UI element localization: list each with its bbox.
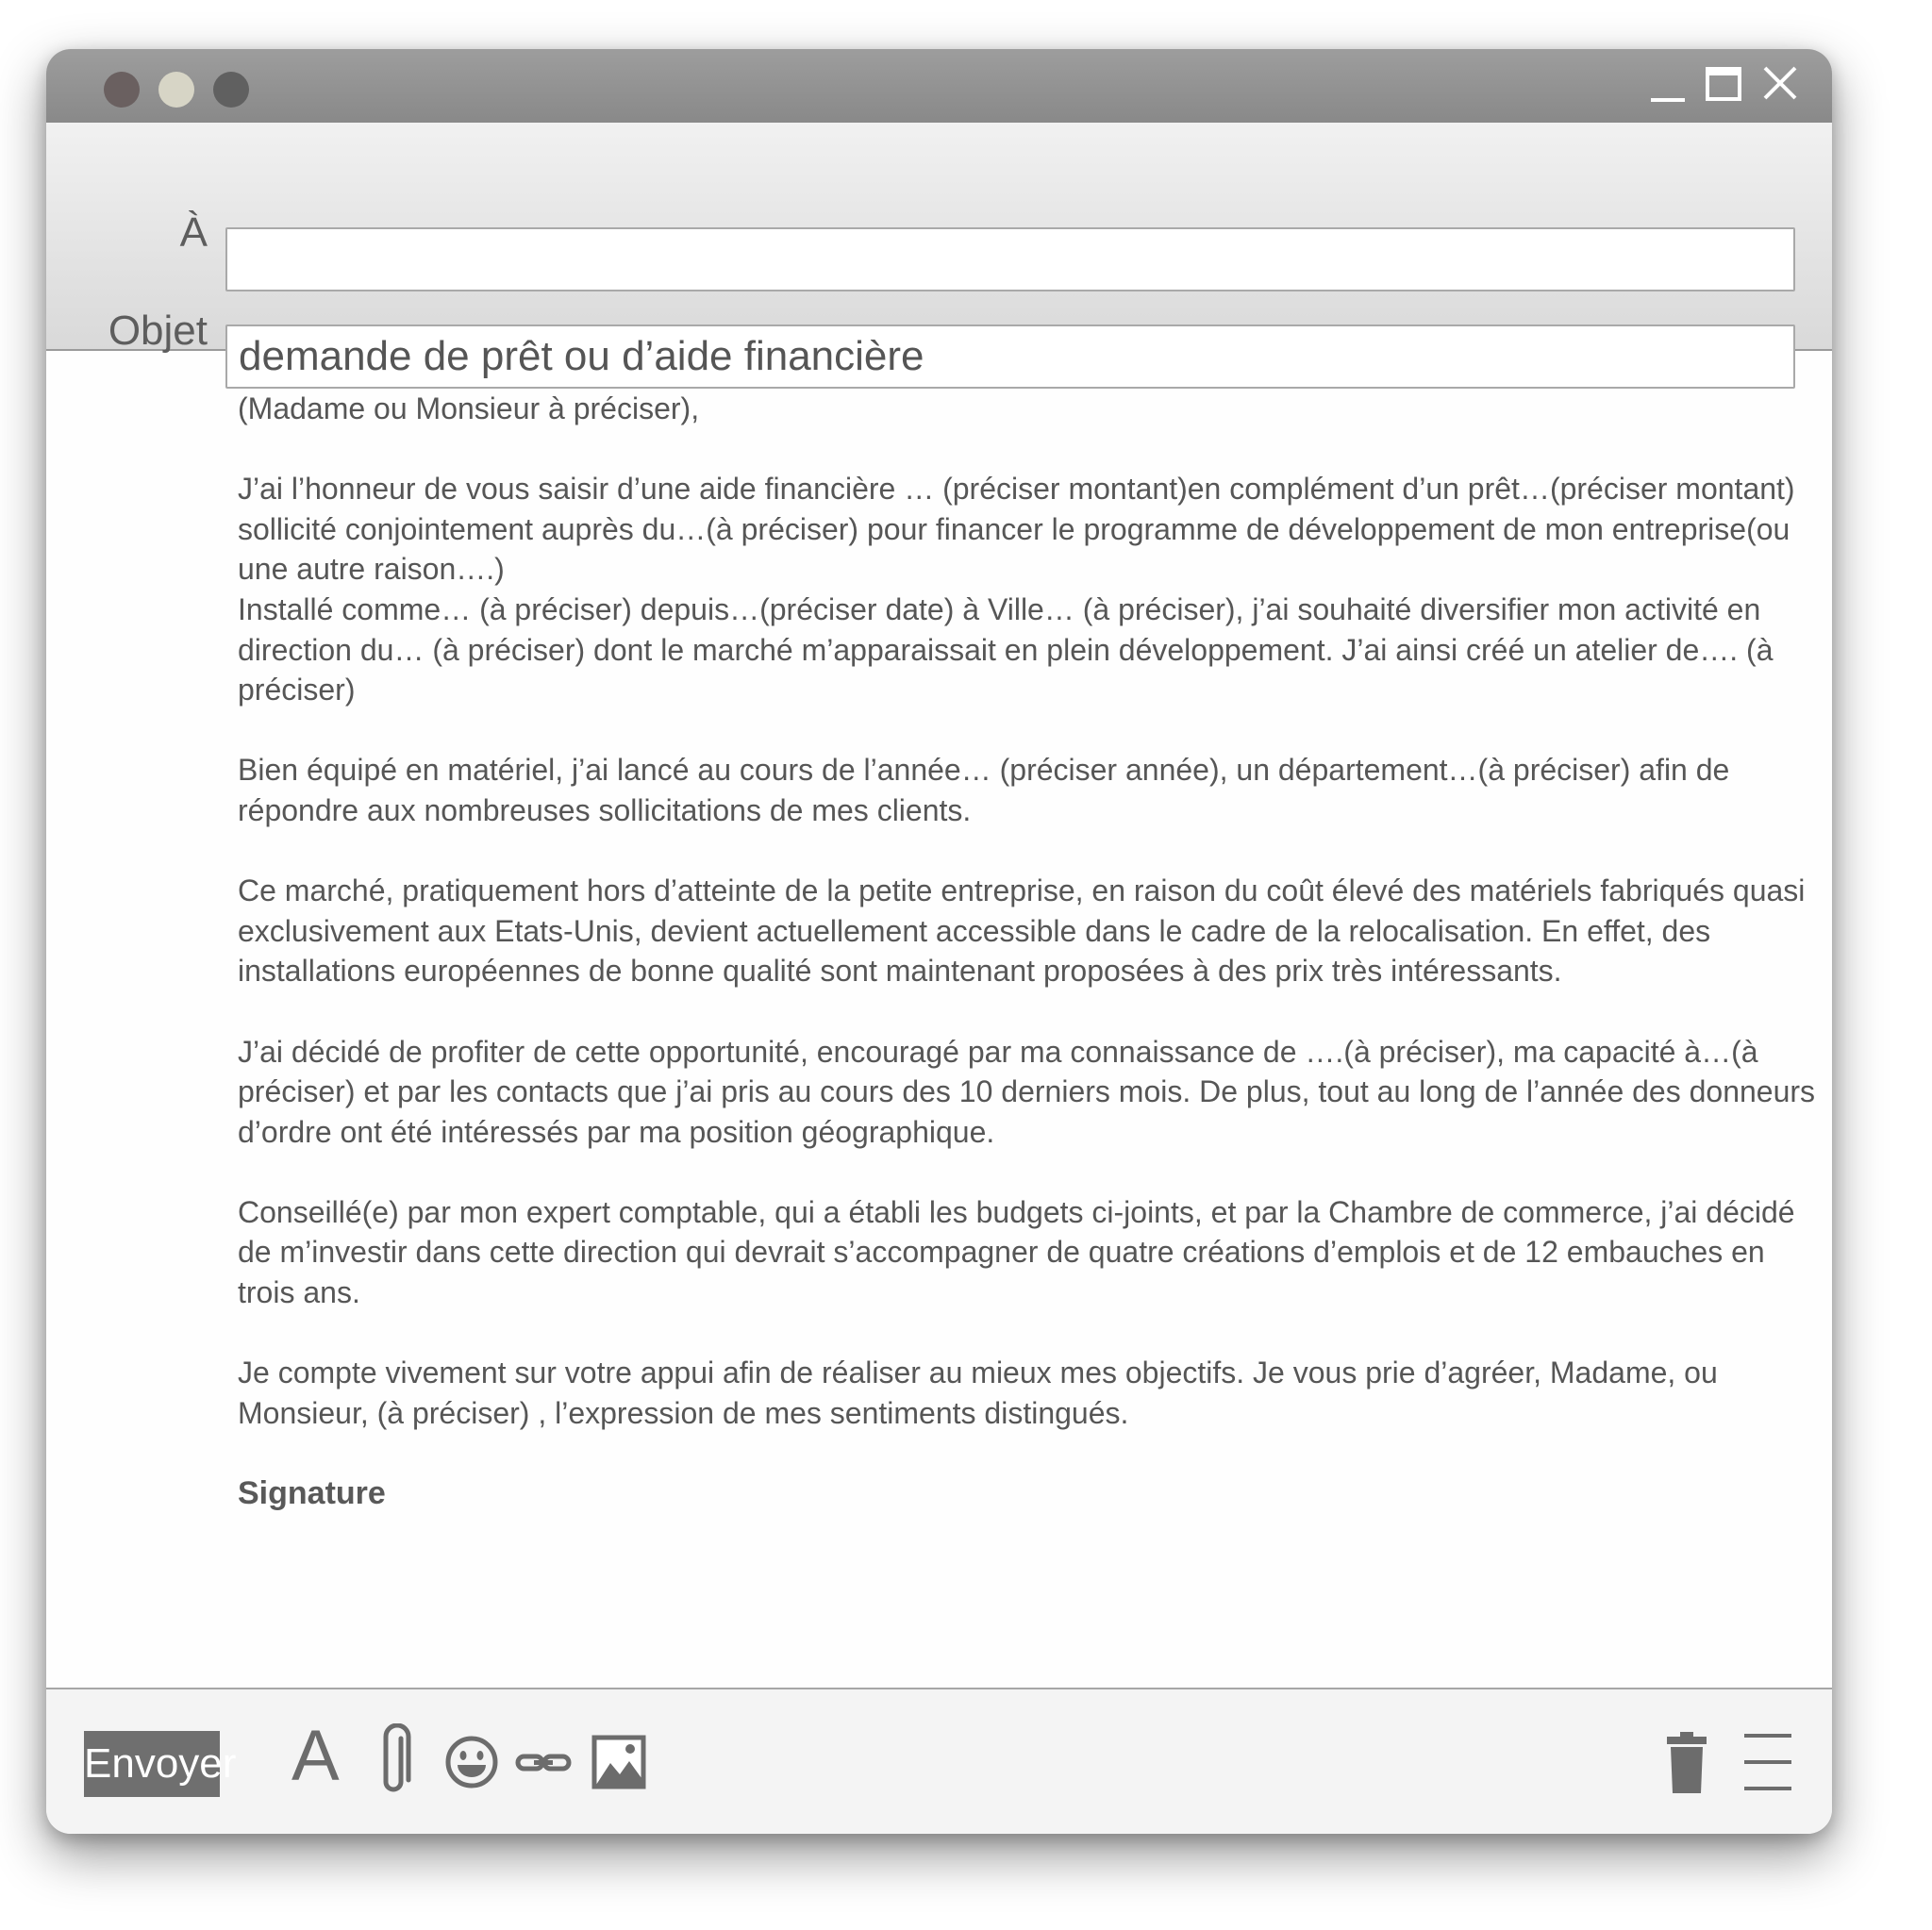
body-paragraph: Bien équipé en matériel, j’ai lancé au cours de l’année… (préciser année), un département…(à préciser) afin de répondre aux nombreuses sollicitations de mes clients.: [238, 753, 1730, 827]
subject-field[interactable]: [225, 324, 1795, 389]
close-dot-button[interactable]: [104, 72, 140, 108]
minimize-icon[interactable]: [1647, 64, 1689, 106]
send-button[interactable]: Envoyer: [84, 1731, 220, 1797]
to-field[interactable]: [225, 227, 1795, 291]
compose-header: [46, 123, 1832, 354]
body-paragraph: Je compte vivement sur votre appui afin de réaliser au mieux mes objectifs. Je vous prie d’agréer, Madame, ou Monsieur, (à préciser) , l’expression de mes sentiments distingués.: [238, 1356, 1718, 1430]
emoji-icon[interactable]: [443, 1723, 500, 1801]
paperclip-icon[interactable]: [375, 1723, 413, 1801]
maximize-icon[interactable]: [1703, 64, 1744, 106]
body-paragraph: Ce marché, pratiquement hors d’atteinte de la petite entreprise, en raison du coût élevé des matériels fabriqués quasi exclusivement aux Etats-Unis, devient actuellement accessible dans le cadre de la relocalisation. En effet, des installations européennes de bonne qualité sont maintenant proposées à des prix très intéressants.: [238, 873, 1806, 989]
close-icon[interactable]: [1759, 64, 1801, 106]
signature: Signature: [238, 1475, 386, 1512]
message-body[interactable]: [238, 389, 1823, 1554]
trash-icon[interactable]: [1665, 1723, 1708, 1801]
minimize-dot-button[interactable]: [158, 72, 194, 108]
compose-window: [46, 49, 1832, 1834]
link-icon[interactable]: [515, 1723, 572, 1801]
body-paragraph: Conseillé(e) par mon expert comptable, qui a établi les budgets ci-joints, et par la Chambre de commerce, j’ai décidé de m’investir dans cette direction qui devrait s’accompagner de quatre créations d’emplois et de 12 embauches en trois ans.: [238, 1194, 1795, 1310]
compose-toolbar: [46, 1688, 1832, 1834]
body-paragraph: J’ai décidé de profiter de cette opportunité, encouragé par ma connaissance de ….(à préciser), ma capacité à…(à préciser) et par les contacts que j’ai pris au cours des 10 derniers mois. De plus, tout au long de l’année des donneurs d’ordre ont été intéressés par ma position géographique.: [238, 1034, 1816, 1149]
image-icon[interactable]: [591, 1723, 646, 1801]
format-text-icon[interactable]: A: [291, 1716, 340, 1796]
zoom-dot-button[interactable]: [213, 72, 249, 108]
title-bar[interactable]: [46, 49, 1832, 123]
menu-icon[interactable]: [1742, 1723, 1793, 1801]
subject-label: Objet: [108, 308, 208, 354]
to-label: À: [179, 209, 208, 256]
body-paragraph: (Madame ou Monsieur à préciser),: [238, 391, 700, 425]
body-paragraph: J’ai l’honneur de vous saisir d’une aide financière … (préciser montant)en complément d’un prêt…(préciser montant) sollicité conjointement auprès du…(à préciser) pour financer le programme de développement de mon entreprise(ou une autre raison….): [238, 472, 1795, 587]
body-paragraph: Installé comme… (à préciser) depuis…(préciser date) à Ville… (à préciser), j’ai souhaité diversifier mon activité en direction du… (à préciser) dont le marché m’apparaissait en plein développement. J’ai ainsi créé un atelier de…. (à préciser): [238, 591, 1774, 707]
